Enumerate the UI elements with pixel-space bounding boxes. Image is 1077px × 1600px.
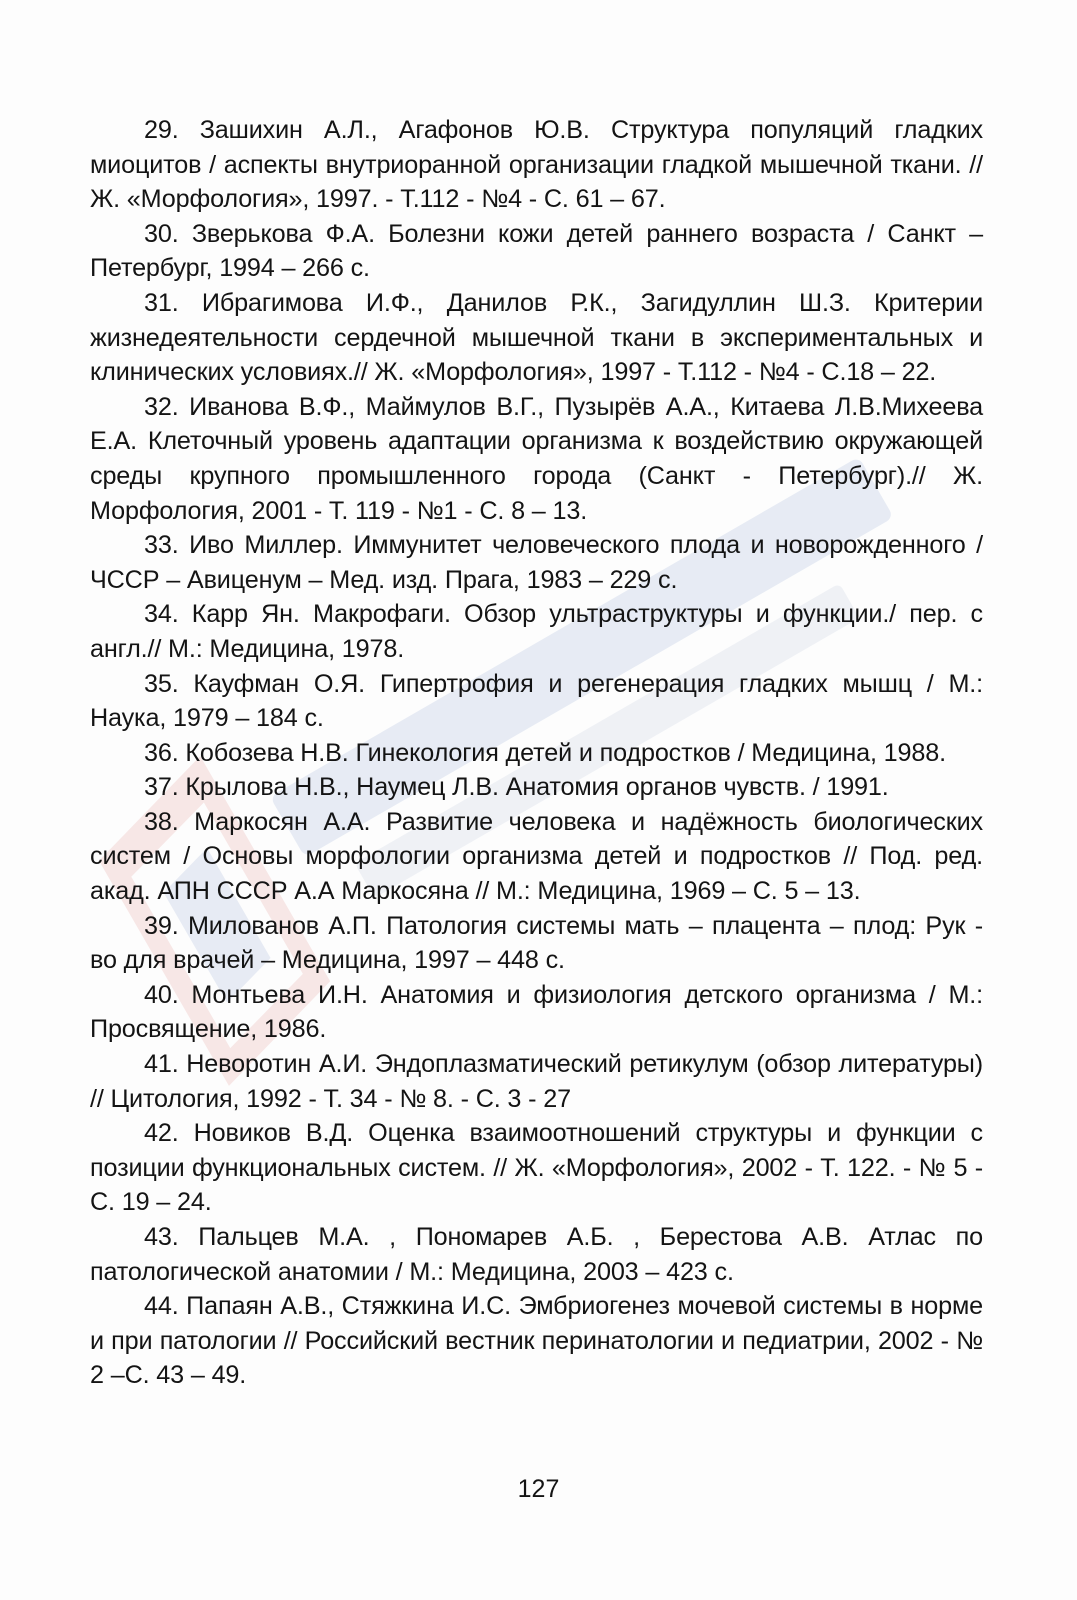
reference-item-31: 31. Ибрагимова И.Ф., Данилов Р.К., Загидуллин Ш.З. Критерии жизнедеятельности сердечной мышечной ткани в экспериментальных и клинических условиях.// Ж. «Морфология», 1997 - Т.112 - №4 - С.18 – 22.: [90, 288, 983, 387]
reference-item-43: 43. Пальцев М.А. , Пономарев А.Б. , Берестова А.В. Атлас по патологической анатомии / М.: Медицина, 2003 – 423 с.: [90, 1223, 983, 1286]
reference-item-35: 35. Кауфман О.Я. Гипертрофия и регенерация гладких мышц / М.: Наука, 1979 – 184 с.: [90, 669, 983, 733]
reference-item-34: 34. Карр Ян. Макрофаги. Обзор ультраструктуры и функции./ пер. с англ.// М.: Медицина, 1978.: [90, 600, 983, 663]
reference-item-44: 44. Папаян А.В., Стяжкина И.С. Эмбриогенез мочевой системы в норме и при патологии // Российский вестник перинатологии и педиатрии, 2002 - № 2 –С. 43 – 49.: [90, 1292, 983, 1390]
reference-item-42: 42. Новиков В.Д. Оценка взаимоотношений структуры и функции с позиции функциональных систем. // Ж. «Морфология», 2002 - Т. 122. - № 5 - С. 19 – 24.: [90, 1119, 983, 1217]
reference-item-37: 37. Крылова Н.В., Наумец Л.В. Анатомия органов чувств. / 1991.: [144, 773, 889, 802]
reference-item-32: 32. Иванова В.Ф., Маймулов В.Г., Пузырёв А.А., Китаева Л.В.Михеева Е.А. Клеточный уровень адаптации организма к воздействию окружающей среды крупного промышленного города (Санкт - Петербург).// Ж. Морфология, 2001 - Т. 119 - №1 - С. 8 – 13.: [90, 392, 983, 525]
reference-item-36: 36. Кобозева Н.В. Гинекология детей и подростков / Медицина, 1988.: [144, 738, 946, 767]
reference-item-29: 29. Зашихин А.Л., Агафонов Ю.В. Структура популяций гладких миоцитов / аспекты внутриоранной организации гладкой мышечной ткани. // Ж. «Морфология», 1997. - Т.112 - №4 - С. 61 – 67.: [90, 116, 983, 214]
reference-item-38: 38. Маркосян А.А. Развитие человека и надёжность биологических систем / Основы морфологии организма детей и подростков // Под. ред. акад. АПН СССР А.А Маркосяна // М.: Медицина, 1969 – С. 5 – 13.: [90, 807, 983, 906]
reference-item-41: 41. Неворотин А.И. Эндоплазматический ретикулум (обзор литературы) // Цитология, 1992 - Т. 34 - № 8. - С. 3 - 27: [90, 1050, 983, 1113]
reference-item-33: 33. Иво Миллер. Иммунитет человеческого плода и новорожденного / ЧССР – Авиценум – Мед. изд. Прага, 1983 – 229 с.: [90, 531, 983, 594]
reference-item-40: 40. Монтьева И.Н. Анатомия и физиология детского организма / М.: Просвящение, 1986.: [90, 980, 983, 1044]
reference-item-39: 39. Милованов А.П. Патология системы мать – плацента – плод: Рук - во для врачей – Медицина, 1997 – 448 с.: [90, 911, 983, 975]
page-number: 127: [517, 1475, 560, 1503]
reference-list: [90, 113, 983, 1393]
reference-item-30: 30. Зверькова Ф.А. Болезни кожи детей раннего возраста / Санкт – Петербург, 1994 – 266 с.: [90, 219, 983, 283]
